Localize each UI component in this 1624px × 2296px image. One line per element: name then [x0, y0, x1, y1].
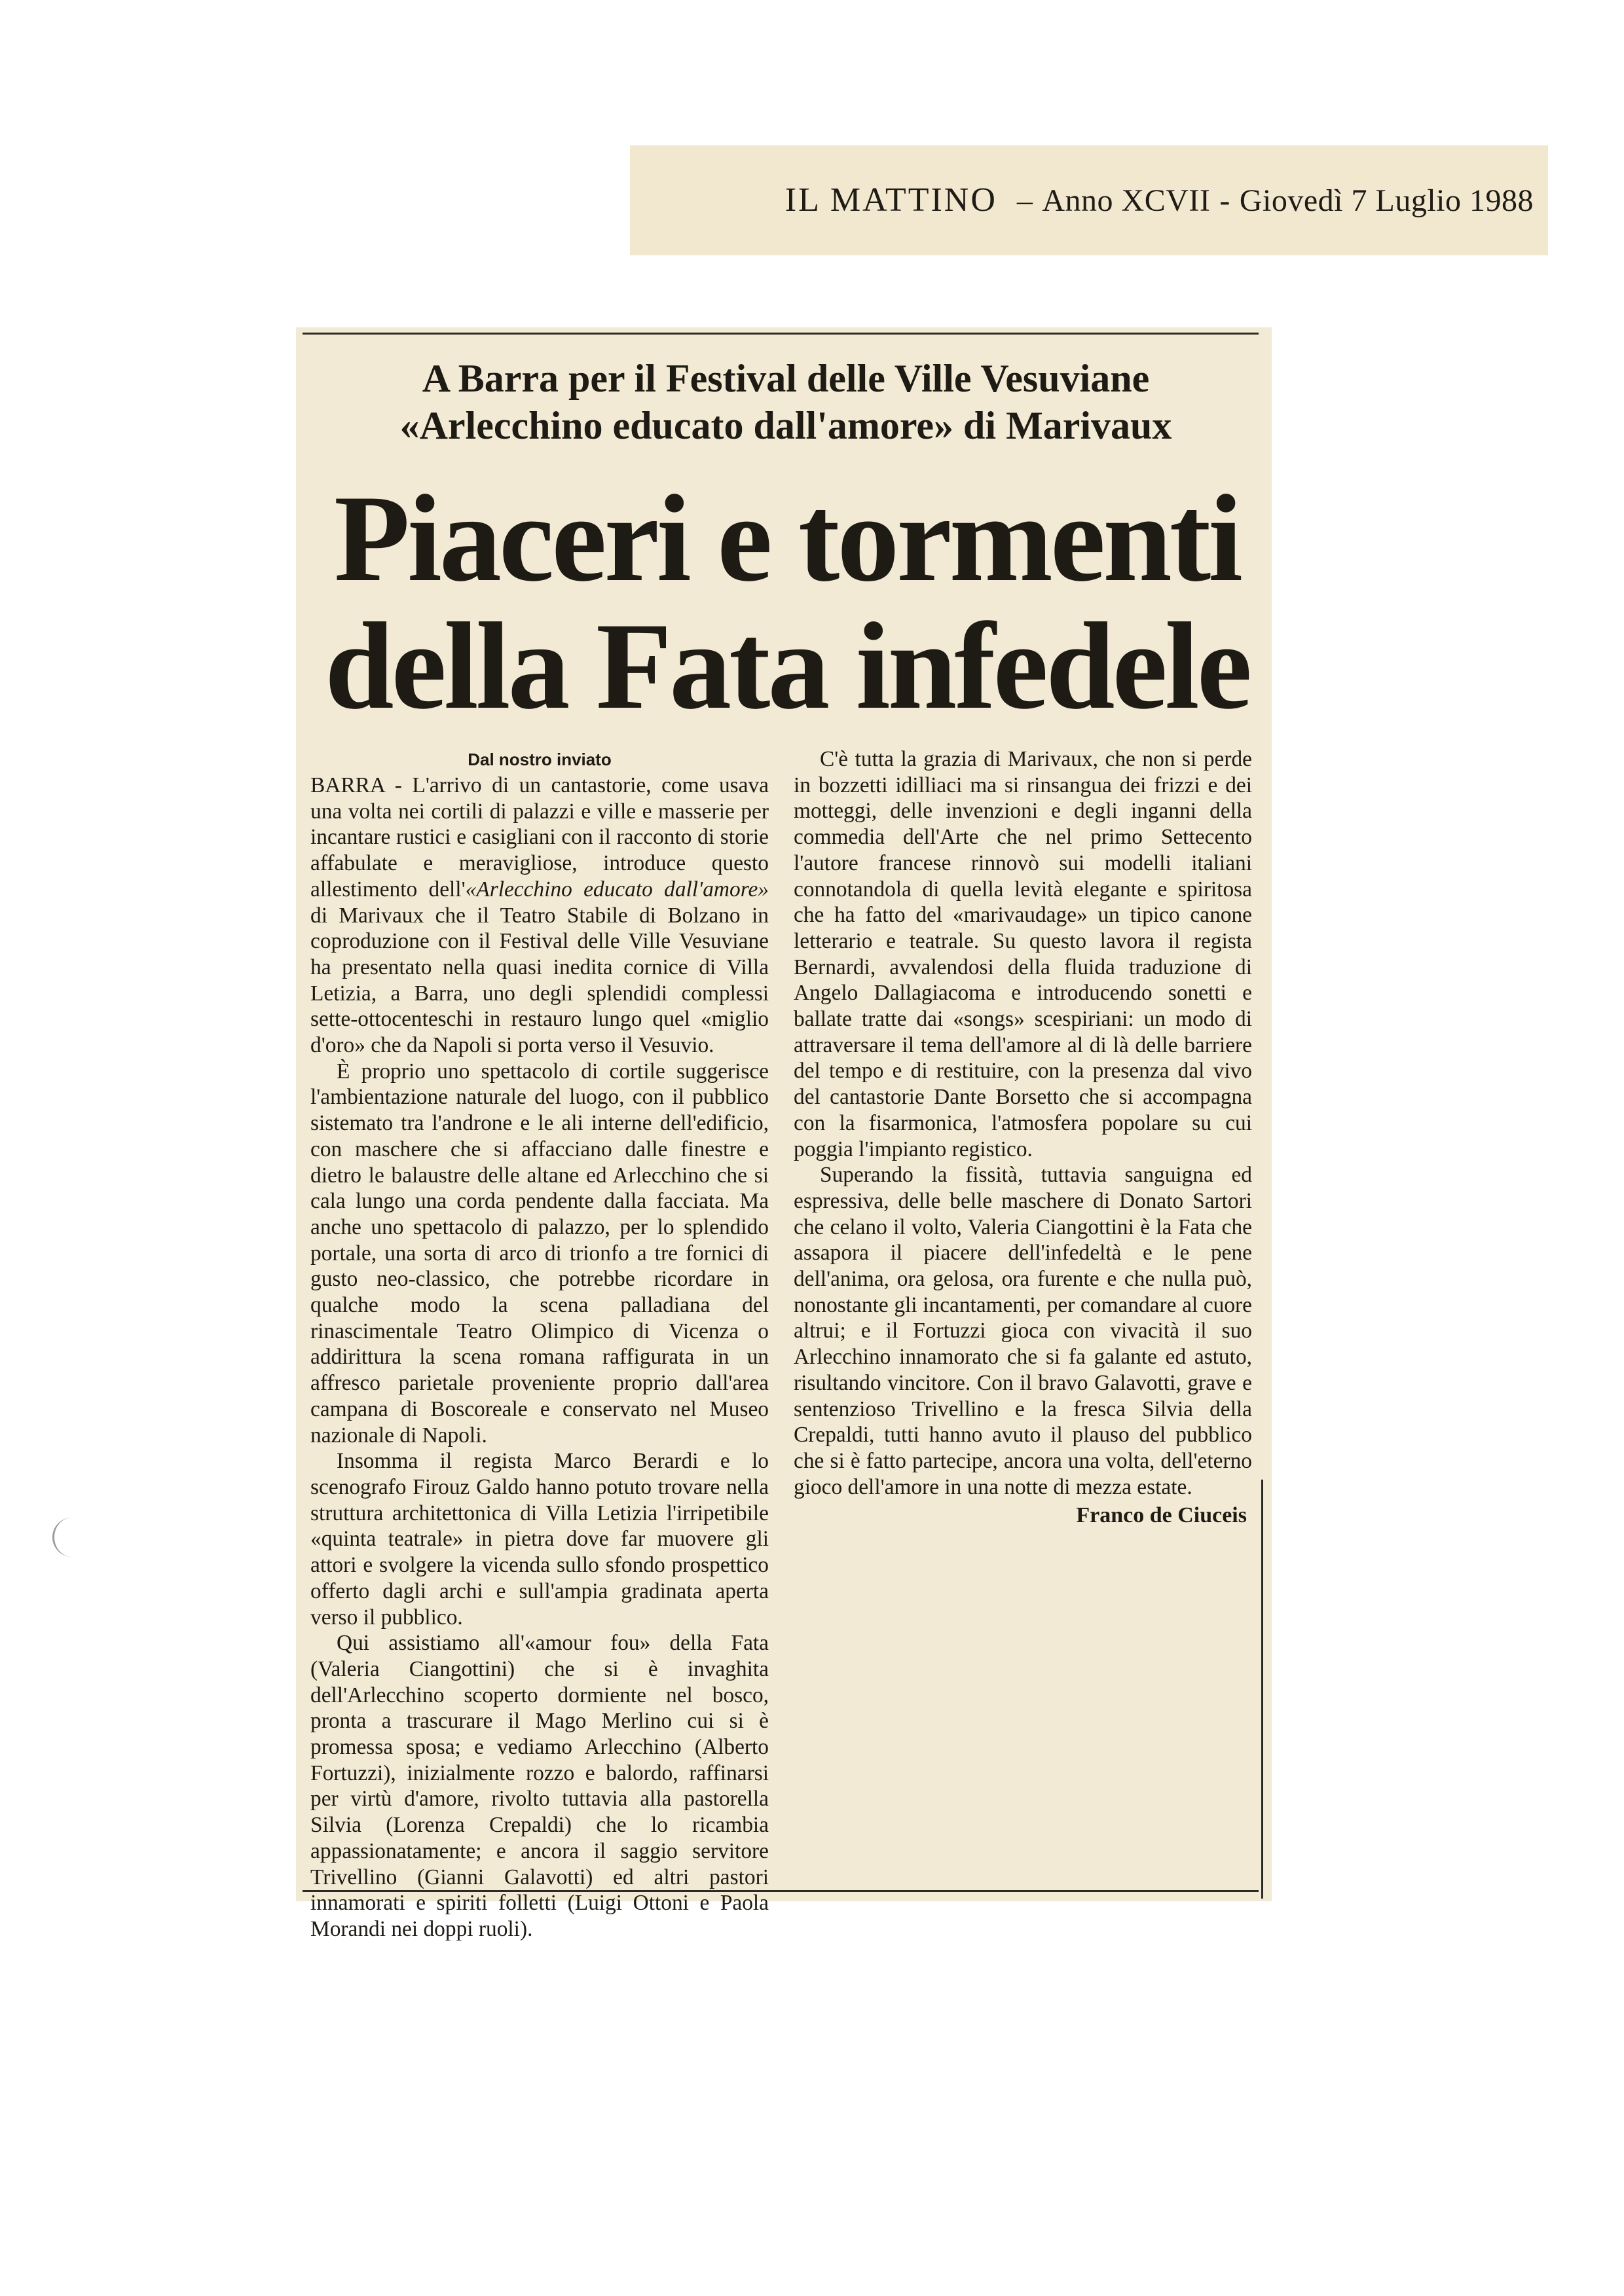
author-signature: Franco de Ciuceis: [1076, 1503, 1247, 1528]
article-column-left: [310, 746, 769, 1942]
masthead-separator: –: [1016, 183, 1033, 218]
article-clipping: [296, 327, 1272, 1941]
issue-date: Giovedì 7 Luglio 1988: [1239, 183, 1534, 218]
paragraph-1: [310, 773, 769, 1059]
paragraph-6: Superando la fissità, tuttavia sanguigna ed espressiva, delle belle maschere di Donato Sartori che celano il volto, Valeria Ciangottini è la Fata che assapora il piacere dell'infedeltà e le pene dell'anima, ora gelosa, ora furente e che nulla può, nonostante gli incantamenti, per comandare al cuore altrui; e il Fortuzzi gioca con vivacità il suo Arlecchino innamorato che si fa galante ed astuto, risultando vincitore. Con il bravo Galavotti, grave e sentenzioso Trivellino e la fresca Silvia della Crepaldi, tutti hanno avuto il plauso del pubblico che si è fatto partecipe, ancora una volta, dell'eterno gioco dell'amore in una notte di mezza estate.: [794, 1163, 1252, 1499]
paragraph-4: Qui assistiamo all'«amour fou» della Fata (Valeria Ciangottini) che si è invaghita dell'Arlecchino scoperto dormiente nel bosco, pronta a trascurare il Mago Merlino cui si è promessa sposa; e vediamo Arlecchino (Alberto Fortuzzi), inizialmente rozzo e balordo, raffinarsi per virtù d'amore, rivolto tuttavia alla pastorella Silvia (Lorenza Crepaldi) che lo ricambia appassionatamente; e ancora il saggio servitore Trivellino (Gianni Galavotti) ed altri pastori innamorati e spiriti folletti (Luigi Ottoni e Paola Morandi nei doppi ruoli).: [310, 1631, 769, 1941]
column-side-rule: [1261, 1480, 1263, 1899]
margin-mark: [52, 1518, 75, 1557]
kicker-line-2: «Arlecchino educato dall'amore» di Marivaux: [399, 404, 1172, 447]
newspaper-name: IL MATTINO: [784, 181, 997, 219]
paragraph-2: È proprio uno spettacolo di cortile suggerisce l'ambientazione naturale del luogo, con il pubblico sistemato tra l'androne e le ali interne dell'edificio, con maschere che si affacciano dalle finestre e dietro le balaustre delle altane ed Arlecchino che si cala lungo una corda pendente dalla facciata. Ma anche uno spettacolo di palazzo, per lo splendido portale, una sorta di arco di trionfo a tre fornici di gusto neo-classico, che potrebbe ricordare in qualche modo la scena palladiana del rinascimentale Teatro Olimpico di Vicenza o addirittura la scena romana raffigurata in un affresco parietale proveniente proprio dall'area campana di Boscoreale e conservato nel Museo nazionale di Napoli.: [310, 1059, 769, 1448]
dateline: Dal nostro inviato: [468, 750, 612, 769]
paragraph-5: C'è tutta la grazia di Marivaux, che non si perde in bozzetti idilliaci ma si rinsangua dei frizzi e dei motteggi, delle invenzioni e degli inganni della commedia dell'Arte che nel primo Settecento l'autore francese rinnovò sui modelli italiani connotandola di quella levità elegante e spiritosa che ha fatto del «marivaudage» un tipico canone letterario e teatrale. Su questo lavora il regista Bernardi, avvalendosi della fluida traduzione di Angelo Dallagiacoma e introducendo sonetti e ballate tratte dai «songs» scespiriani: un modo di attraversare il tema dell'amore al di là delle barriere del tempo e di restituire, con la presenza dal vivo del cantastorie Dante Borsetto che si accompagna con la fisarmonica, l'atmosfera popolare su cui poggia l'impianto registico.: [794, 747, 1252, 1161]
place-name: BARRA: [310, 773, 385, 797]
headline-line-1: Piaceri e tormenti: [334, 470, 1240, 608]
masthead-strip: [630, 145, 1548, 255]
issue-number: Anno XCVII: [1042, 183, 1211, 218]
article-column-right: [794, 746, 1252, 1529]
headline-line-2: della Fata infedele: [324, 598, 1250, 735]
masthead: [785, 181, 1534, 219]
bottom-rule: [303, 1890, 1259, 1892]
paragraph-1-text-a: - L'arrivo di un cantastorie, come usava una volta nei cortili di palazzi e ville e masserie per incantare rustici e casigliani con il racconto di storie affabulate e meravigliose, introduce questo allestimento dell': [310, 773, 769, 902]
paragraph-3: Insomma il regista Marco Berardi e lo scenografo Firouz Galdo hanno potuto trovare nella struttura architettonica di Villa Letizia l'irripetibile «quinta teatrale» in pietra dove far muovere gli attori e svolgere la vicenda sullo sfondo prospettico offerto dagli archi e sull'ampia gradinata aperta verso il pubblico.: [310, 1449, 769, 1630]
paragraph-1-text-b: di Marivaux che il Teatro Stabile di Bolzano in coproduzione con il Festival delle Ville Vesuviane ha presentato nella quasi inedita cornice di Villa Letizia, a Barra, uno degli splendidi complessi sette-ottocenteschi in restauro lungo quel «miglio d'oro» che da Napoli si porta verso il Vesuvio.: [310, 903, 769, 1058]
masthead-separator-2: -: [1219, 183, 1230, 218]
play-title: «Arlecchino educato dall'amore»: [465, 877, 769, 902]
top-rule: [303, 333, 1259, 335]
kicker-line-1: A Barra per il Festival delle Ville Vesuviane: [422, 357, 1150, 400]
